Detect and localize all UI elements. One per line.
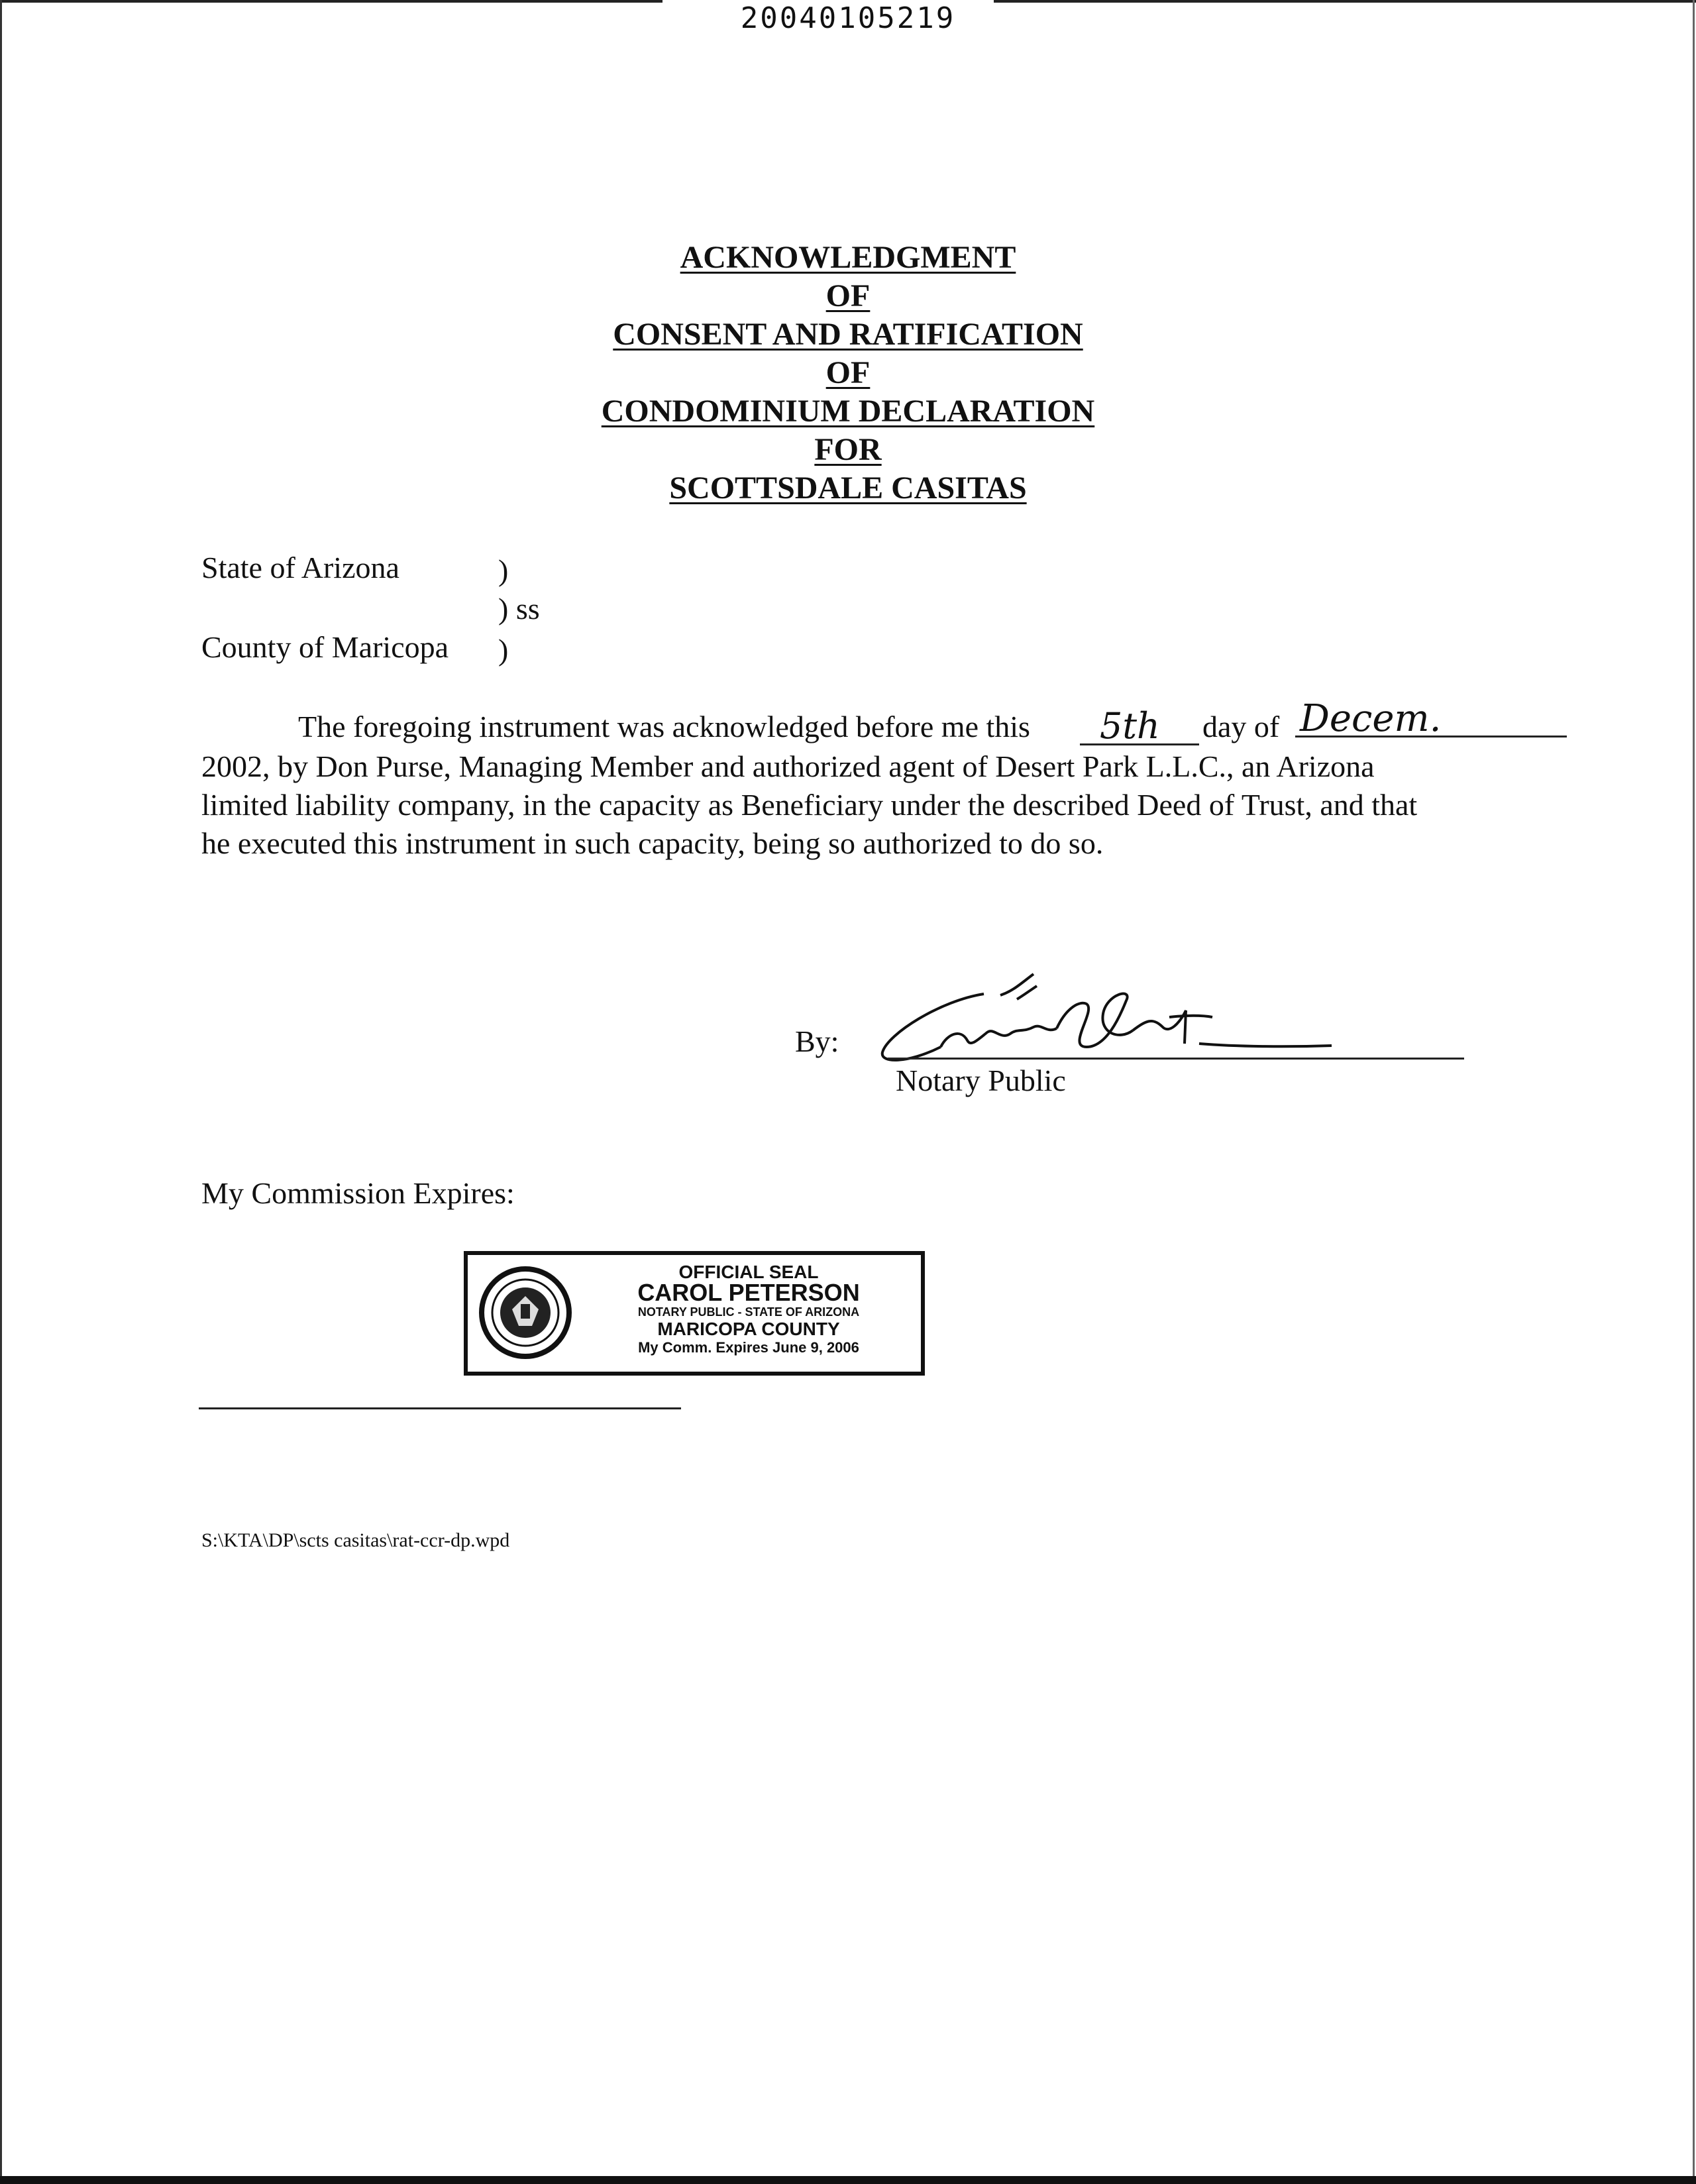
acknowledgment-line-1: The foregoing instrument was acknowledged before me this	[298, 710, 1030, 743]
venue-county: County of Maricopa	[201, 630, 449, 664]
title-line-4: OF	[825, 355, 871, 390]
state-seal-emblem-icon	[476, 1263, 575, 1362]
acknowledgment-line-4: he executed this instrument in such capacity, being so authorized to do so.	[201, 826, 1104, 860]
document-title	[0, 239, 1696, 508]
recording-number: 20040105219	[740, 1, 956, 35]
seal-line-1: OFFICIAL SEAL	[678, 1262, 819, 1282]
seal-line-2: CAROL PETERSON	[637, 1279, 860, 1306]
venue-state: State of Arizona	[201, 551, 399, 584]
seal-text	[590, 1263, 908, 1357]
signature-line	[888, 1058, 1464, 1060]
file-path-footer: S:\KTA\DP\scts casitas\rat-ccr-dp.wpd	[201, 1529, 510, 1551]
commission-expires-label: My Commission Expires:	[201, 1176, 515, 1210]
acknowledgment-line-2: 2002, by Don Purse, Managing Member and authorized agent of Desert Park L.L.C., an Arizona	[201, 749, 1375, 783]
title-line-2: OF	[825, 278, 871, 313]
by-label: By:	[795, 1024, 839, 1058]
day-of-text: day of	[1202, 710, 1280, 743]
seal-line-3: NOTARY PUBLIC - STATE OF ARIZONA	[637, 1305, 860, 1319]
venue-ss: ) ss	[498, 592, 540, 626]
venue-paren-top: )	[498, 553, 509, 587]
title-line-1: ACKNOWLEDGMENT	[680, 240, 1016, 275]
title-line-3: CONSENT AND RATIFICATION	[613, 317, 1083, 352]
venue-paren-bottom: )	[498, 633, 509, 667]
acknowledgment-line-3: limited liability company, in the capacity as Beneficiary under the described Deed of Trust, and that	[201, 788, 1418, 822]
scan-border-bottom	[0, 2176, 1696, 2184]
official-seal-stamp	[464, 1251, 930, 1381]
notary-public-label: Notary Public	[896, 1064, 1066, 1097]
seal-line-5: My Comm. Expires June 9, 2006	[638, 1339, 859, 1356]
handwritten-month: Decem.	[1300, 697, 1442, 740]
title-line-7: SCOTTSDALE CASITAS	[669, 470, 1027, 506]
handwritten-day: 5th	[1100, 705, 1160, 747]
notary-signature	[868, 954, 1464, 1073]
seal-line-4: MARICOPA COUNTY	[657, 1319, 840, 1339]
commission-date-line	[199, 1407, 681, 1409]
title-line-6: FOR	[814, 432, 882, 467]
title-line-5: CONDOMINIUM DECLARATION	[601, 394, 1095, 429]
